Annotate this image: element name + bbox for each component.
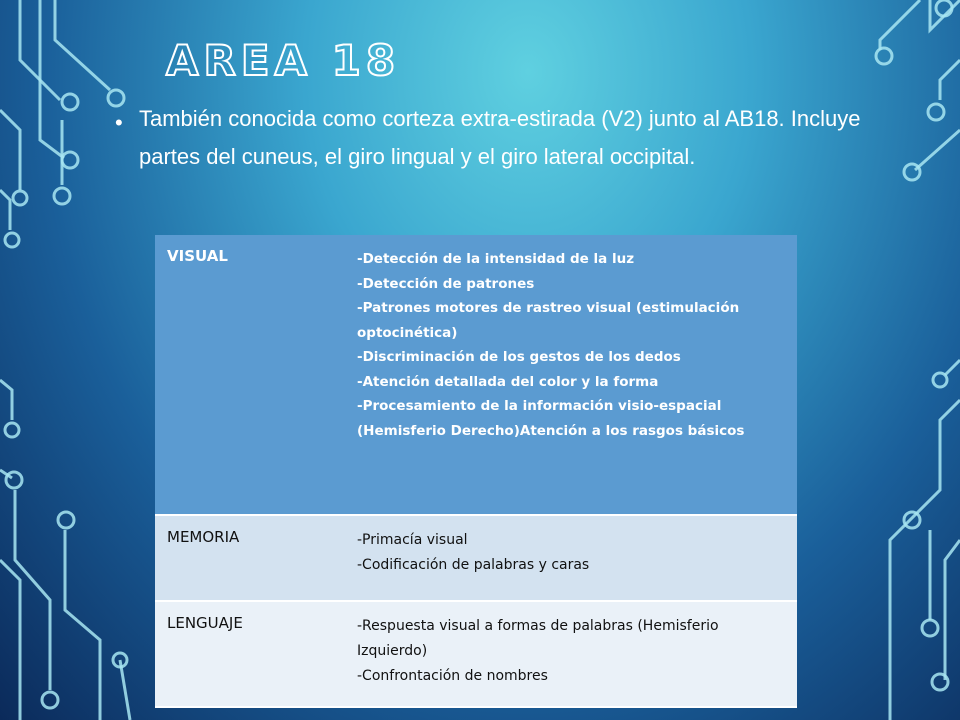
row-content — [347, 601, 797, 707]
bullet-item — [115, 100, 875, 176]
row-content — [347, 235, 797, 515]
content-line: -Codificación de palabras y caras — [357, 557, 590, 573]
bullet-dot-icon: • — [115, 110, 123, 135]
content-line: -Detección de patrones — [357, 275, 535, 292]
table-row-memoria — [155, 515, 797, 601]
table-row-visual — [155, 235, 797, 515]
content-line: -Patrones motores de rastreo visual (estimulación optocinética) — [357, 300, 740, 341]
table-row-lenguaje — [155, 601, 797, 707]
content-line: -Atención detallada del color y la forma — [357, 373, 659, 390]
content-line: -Detección de la intensidad de la luz — [357, 251, 635, 267]
row-content — [347, 515, 797, 601]
row-label: VISUAL — [155, 235, 347, 515]
slide-title: AREA 18 — [166, 36, 401, 85]
content-line: -Discriminación de los gestos de los dedos — [357, 349, 681, 365]
content-line: -Confrontación de nombres — [357, 668, 548, 684]
content-line: -Primacía visual — [357, 532, 468, 548]
bullet-text: También conocida como corteza extra-estirada (V2) junto al AB18. Incluye partes del cuneus, el giro lingual y el giro lateral occipital. — [139, 106, 861, 169]
row-label: LENGUAJE — [155, 601, 347, 707]
content-line: -Respuesta visual a formas de palabras (Hemisferio Izquierdo) — [357, 618, 719, 659]
row-label: MEMORIA — [155, 515, 347, 601]
function-table — [155, 235, 797, 708]
content-line: -Procesamiento de la información visio-espacial (Hemisferio Derecho)Atención a los rasgos básicos — [357, 398, 745, 439]
